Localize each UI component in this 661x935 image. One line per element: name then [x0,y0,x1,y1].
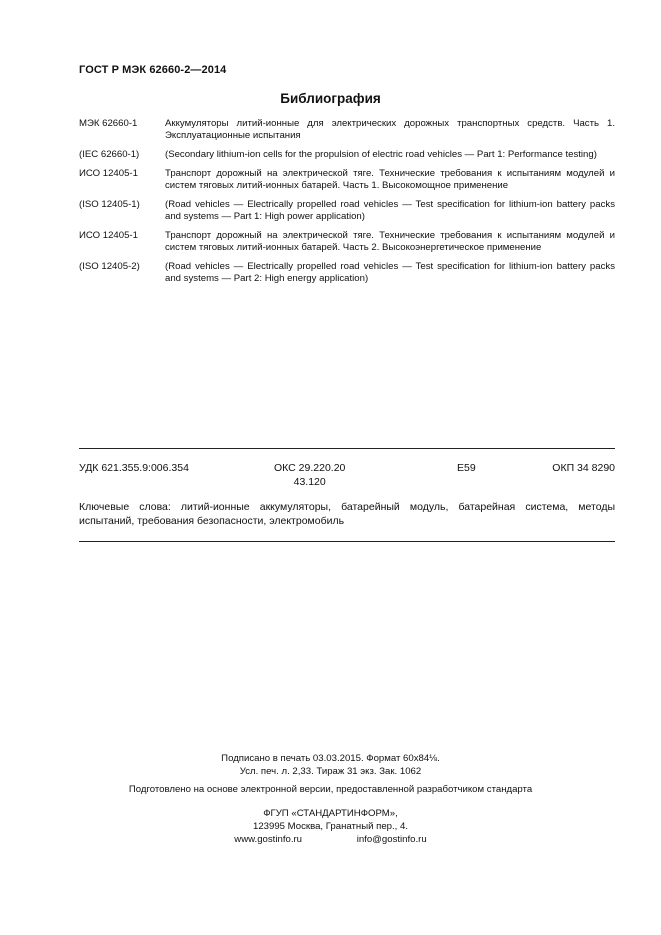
prepared-note: Подготовлено на основе электронной версии, предоставленной разработчиком стандарта [128,784,533,795]
reference-code: ИСО 12405-1 [79,168,138,179]
reference-title: Транспорт дорожный на электрической тяге. Технические требования к испытаниям модулей и систем тяговых литий-ионных батарей. Часть 1. Высокомощное применение [165,168,615,191]
udk-code: УДК 621.355.9:006.354 [79,462,189,474]
bibliography-entry [79,118,615,142]
bibliography-list [79,118,615,292]
oks-code [274,461,345,489]
reference-title: (Secondary lithium-ion cells for the propulsion of electric road vehicles — Part 1: Performance testing) [165,149,597,160]
bibliography-entry [79,149,615,161]
oks-code-line: 43.120 [293,476,326,488]
print-details-line: Усл. печ. л. 2,33. Тираж 31 экз. Зак. 1062 [239,766,422,777]
publisher-name: ФГУП «СТАНДАРТИНФОРМ», [263,808,398,819]
reference-title: (Road vehicles — Electrically propelled road vehicles — Test specification for lithium-ion battery packs and systems — Part 2: High energy application) [165,261,615,284]
keywords-text: Ключевые слова: литий-ионные аккумуляторы, батарейный модуль, батарейная система, методы испытаний, требования безопасности, электромобиль [79,501,615,527]
reference-code: ИСО 12405-1 [79,230,138,241]
reference-title: (Road vehicles — Electrically propelled road vehicles — Test specification for lithium-ion battery packs and systems — Part 1: High power application) [165,199,615,222]
bibliography-entry [79,168,615,192]
divider-top [79,448,615,449]
email-link[interactable]: info@gostinfo.ru [356,834,427,845]
document-code: ГОСТ Р МЭК 62660-2—2014 [79,64,227,76]
publisher-address: 123995 Москва, Гранатный пер., 4. [253,821,408,832]
print-details-line: Подписано в печать 03.03.2015. Формат 60х84⅛. [221,753,440,764]
publisher-info [0,807,661,846]
okp-code: ОКП 34 8290 [552,462,615,474]
bibliography-entry [79,199,615,223]
oks-code-line: ОКС 29.220.20 [274,462,346,474]
bibliography-entry [79,230,615,254]
divider-bottom [79,541,615,542]
print-details [0,752,661,778]
reference-code: (ISO 12405-2) [79,261,140,272]
reference-code: (ISO 12405-1) [79,199,140,210]
website-link[interactable]: www.gostinfo.ru [234,834,303,845]
bibliography-entry [79,261,615,285]
reference-code: МЭК 62660-1 [79,118,138,129]
reference-title: Транспорт дорожный на электрической тяге. Технические требования к испытаниям модулей и систем тяговых литий-ионных батарей. Часть 2. Высокоэнергетическое применение [165,230,615,253]
reference-title: Аккумуляторы литий-ионные для электрических дорожных транспортных средств. Часть 1. Эксплуатационные испытания [165,118,615,141]
bibliography-title: Библиография [280,91,381,106]
reference-code: (IEC 62660-1) [79,149,140,160]
e-code: Е59 [457,462,476,474]
publisher-contacts [0,833,661,846]
